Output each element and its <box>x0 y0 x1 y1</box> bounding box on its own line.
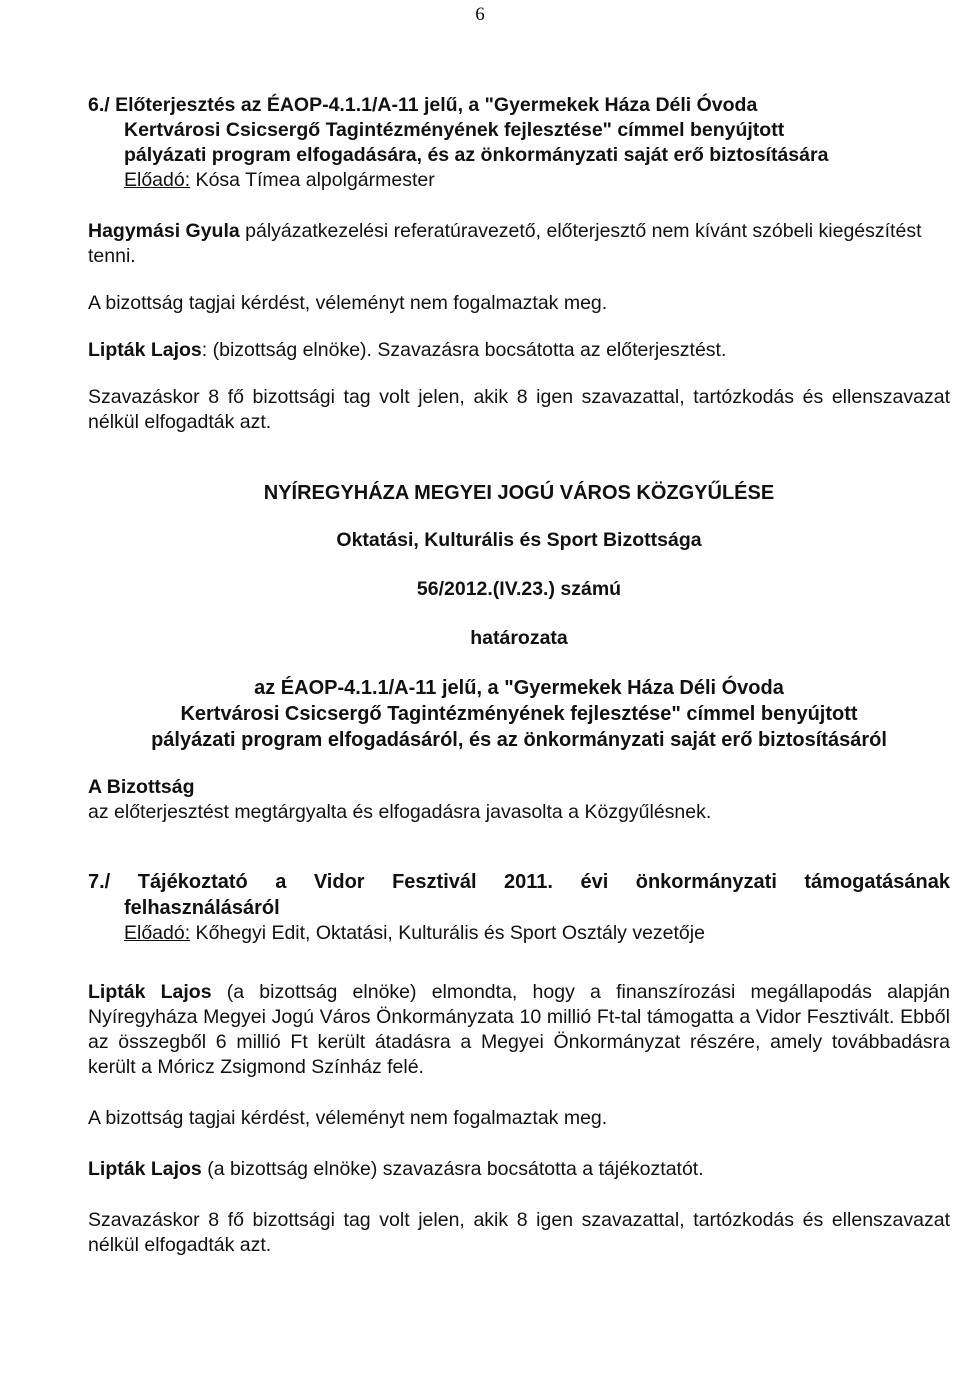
item6-title-line3: pályázati program elfogadására, és az önkormányzati saját erő biztosítására <box>124 144 829 166</box>
document-body <box>88 93 950 1258</box>
item6-p1-name: Hagymási Gyula <box>88 220 240 242</box>
resolution-label: határozata <box>470 627 568 649</box>
item6-p3-text: : (bizottság elnöke). Szavazásra bocsátotta az előterjesztést. <box>201 339 727 361</box>
page-number: 6 <box>475 4 485 25</box>
item7-title-line2: felhasználásáról <box>124 897 280 919</box>
item7-paragraph-1 <box>88 980 950 1080</box>
item6-paragraph-4: Szavazáskor 8 fő bizottsági tag volt jelen, akik 8 igen szavazattal, tartózkodás és ellenszavazat nélkül elfogadták azt. <box>88 386 950 433</box>
resolution-subject-line2: Kertvárosi Csicsergő Tagintézményének fejlesztése" címmel benyújtott <box>180 703 858 725</box>
item7-paragraph-2: A bizottság tagjai kérdést, véleményt nem fogalmaztak meg. <box>88 1107 608 1129</box>
item6-paragraph-2: A bizottság tagjai kérdést, véleményt nem fogalmaztak meg. <box>88 292 608 314</box>
item6-p3-name: Lipták Lajos <box>88 339 202 361</box>
resolution-committee: Oktatási, Kulturális és Sport Bizottsága <box>336 529 702 551</box>
resolution-body-name: NYÍREGYHÁZA MEGYEI JOGÚ VÁROS KÖZGYŰLÉSE <box>263 482 775 504</box>
item7-presenter-name: Kőhegyi Edit, Oktatási, Kulturális és Sport Osztály vezetője <box>190 922 705 944</box>
item7-p1-name: Lipták Lajos <box>88 981 212 1003</box>
item6-title-line2: Kertvárosi Csicsergő Tagintézményének fejlesztése" címmel benyújtott <box>124 119 785 141</box>
resolution-subject <box>88 675 950 753</box>
item7-presenter <box>88 921 950 946</box>
item7-paragraph-4: Szavazáskor 8 fő bizottsági tag volt jelen, akik 8 igen szavazattal, tartózkodás és ellenszavazat nélkül elfogadták azt. <box>88 1209 950 1256</box>
item7-title-line1: 7./ Tájékoztató a Vidor Fesztivál 2011. évi önkormányzati támogatásának <box>88 871 950 893</box>
item6-presenter <box>88 168 950 193</box>
item6-presenter-name: Kósa Tímea alpolgármester <box>190 169 435 191</box>
item7-presenter-label: Előadó: <box>124 922 191 944</box>
item6-paragraph-3 <box>88 338 950 363</box>
item7-p3-name: Lipták Lajos <box>88 1158 202 1180</box>
resolution-decision-text: az előterjesztést megtárgyalta és elfogadásra javasolta a Közgyűlésnek. <box>88 801 712 823</box>
resolution-number: 56/2012.(IV.23.) számú <box>416 578 622 600</box>
item6-paragraph-1 <box>88 219 950 269</box>
resolution-subject-line1: az ÉAOP-4.1.1/A-11 jelű, a "Gyermekek Háza Déli Óvoda <box>254 677 784 699</box>
item6-p1-text: pályázatkezelési referatúravezető, előterjesztő nem kívánt szóbeli kiegészítést tenni. <box>88 220 922 267</box>
resolution-decision-head: A Bizottság <box>88 776 195 798</box>
item7-p1-text: (a bizottság elnöke) elmondta, hogy a finanszírozási megállapodás alapján Nyíregyháza Megyei Jogú Város Önkormányzata 10 millió Ft-tal támogatta a Vidor Fesztivált. Ebből az összegből 6 millió Ft került átadásra a Megyei Önkormányzat részére, amely továbbadásra került a Móricz Zsigmond Színház felé. <box>88 981 950 1078</box>
resolution-subject-line3: pályázati program elfogadásáról, és az önkormányzati saját erő biztosításáról <box>151 729 887 751</box>
item6-presenter-label: Előadó: <box>124 169 191 191</box>
item7-p3-text: (a bizottság elnöke) szavazásra bocsátotta a tájékoztatót. <box>201 1158 704 1180</box>
item6-title-line1: 6./ Előterjesztés az ÉAOP-4.1.1/A-11 jelű, a "Gyermekek Háza Déli Óvoda <box>88 94 758 116</box>
item6-title <box>88 93 950 168</box>
item7-paragraph-3 <box>88 1157 950 1182</box>
